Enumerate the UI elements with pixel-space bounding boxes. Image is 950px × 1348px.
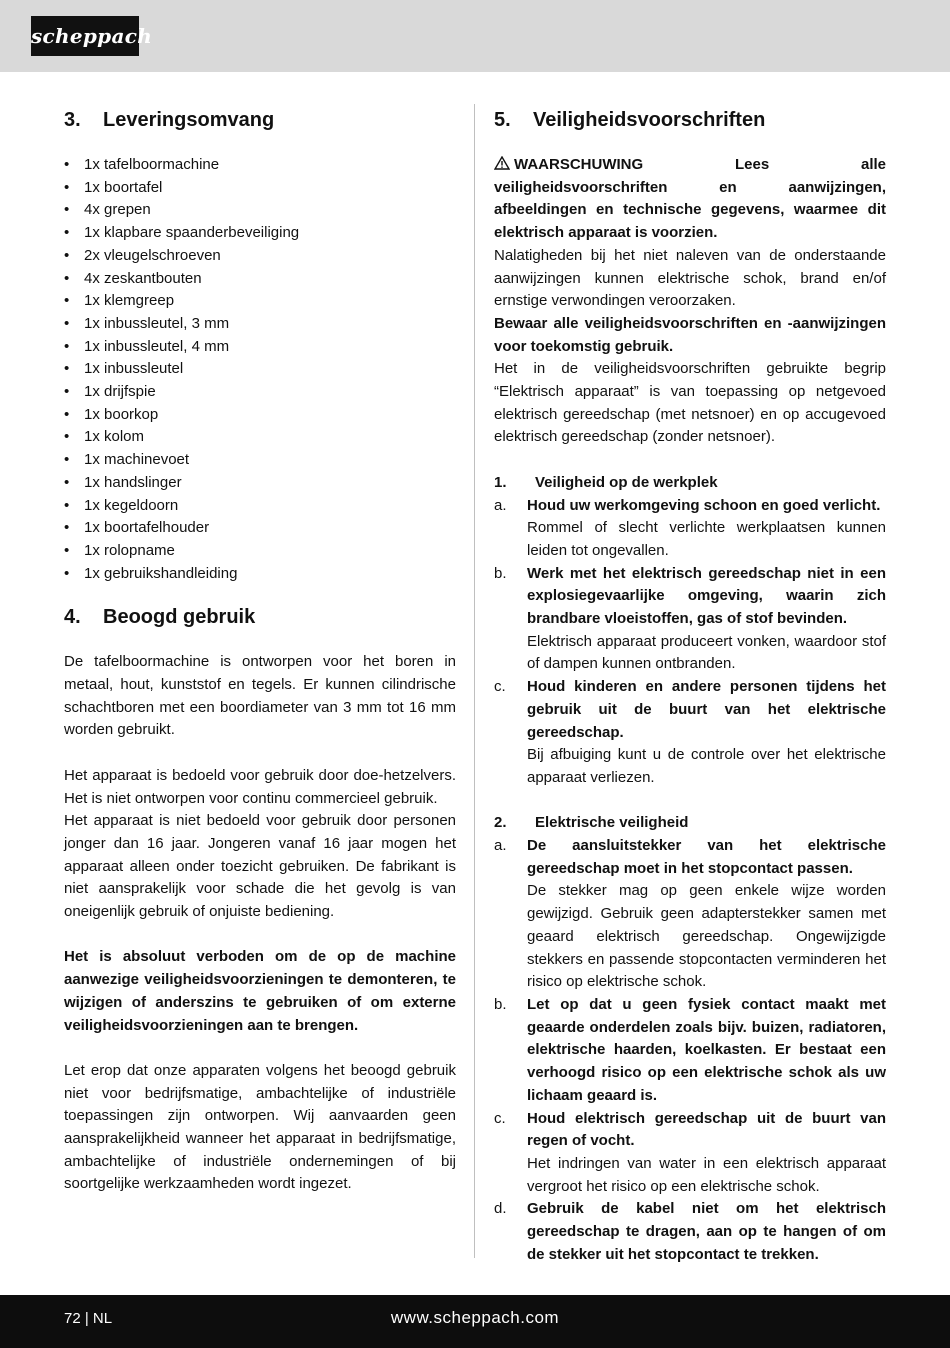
list-item: • 1x handslinger [64, 472, 456, 495]
commercial-use-paragraph: Let erop dat onze apparaten volgens het beoogd gebruik niet voor bedrijfsmatige, ambachtelijke of industriële toepassingen zijn ontworpen. Wij aanvaarden geen aansprakelijkheid wanneer het apparaat in bedrijfsmatige, ambachtelijke of industriële ondernemingen of bij soortgelijke werkzaamheden wordt ingezet. [64, 1061, 456, 1193]
list-item: • 1x kolom [64, 426, 456, 449]
subsection-2-heading: 2. Elektrische veiligheid [494, 814, 689, 832]
list-item: • 1x tafelboormachine [64, 154, 456, 177]
safety-item: d. Gebruik de kabel niet om het elektrisch gereedschap te dragen, aan op te hangen of om de stekker uit het stopcontact te trekken. [494, 1200, 886, 1263]
section-3-heading [64, 104, 456, 136]
intended-use-paragraph: De tafelboormachine is ontworpen voor het boren in metaal, hout, kunststof en tegels. Er kunnen cilindrische schachtboren met een boordiameter van 3 mm tot 16 mm worden gebruikt. [64, 653, 456, 739]
list-item: • 2x vleugelschroeven [64, 245, 456, 268]
list-item: • 1x klapbare spaanderbeveiliging [64, 222, 456, 245]
bullet-icon: • [64, 473, 70, 491]
section-4-heading [64, 601, 456, 633]
list-item: • 1x rolopname [64, 540, 456, 563]
bullet-icon: • [64, 360, 70, 378]
section-title: Leveringsomvang [103, 109, 275, 131]
diy-use-paragraph: Het apparaat is bedoeld voor gebruik door doe-hetzelvers. Het is niet ontworpen voor continu commercieel gebruik. [64, 766, 456, 807]
safety-item: a. Houd uw werkomgeving schoon en goed verlicht. Rommel of slecht verlichte werkplaatsen kunnen leiden tot ongevallen. [494, 496, 886, 559]
section-number: 5. [494, 109, 511, 131]
list-item: • 4x grepen [64, 199, 456, 222]
list-item: • 1x machinevoet [64, 449, 456, 472]
bullet-icon: • [64, 337, 70, 355]
prohibition-paragraph: Het is absoluut verboden om de op de machine aanwezige veiligheidsvoorzieningen te demonteren, te wijzigen of anderszins te gebruiken of om externe veiligheidsvoorzieningen aan te brengen. [64, 948, 456, 1034]
bullet-icon: • [64, 292, 70, 310]
bullet-icon: • [64, 383, 70, 401]
term-definition-text: Het in de veiligheidsvoorschriften gebruikte begrip “Elektrisch apparaat” is van toepassing op netgevoed elektrisch gereedschap (met netsnoer) en op accugevoed elektrisch gereedschap (zonder netsnoer). [494, 360, 886, 446]
section-title: Beoogd gebruik [103, 606, 256, 629]
bullet-icon: • [64, 269, 70, 287]
section-5-heading [494, 104, 886, 136]
list-item: • 1x gebruikshandleiding [64, 563, 456, 586]
safety-item: b. Let op dat u geen fysiek contact maakt met geaarde onderdelen zoals bijv. buizen, radiatoren, elektrische haarden, koelkasten. Er bestaat een verhoogd risico op een elektrische schok als uw lichaam geaard is. [494, 995, 886, 1104]
safety-item: a. De aansluitstekker van het elektrische gereedschap moet in het stopcontact passen. De stekker mag op geen enkele wijze worden gewijzigd. Gebruik geen adapterstekker samen met geaard elektrisch gereedschap. Ongewijzigde stekkers en passende stopcontacten verminderen het risico op elektrische schok. [494, 837, 886, 991]
safety-item: c. Houd elektrisch gereedschap uit de buurt van regen of vocht. Het indringen van water in een elektrisch apparaat vergroot het risico op een elektrische schok. [494, 1109, 886, 1195]
list-item: • 1x drijfspie [64, 381, 456, 404]
bullet-icon: • [64, 519, 70, 537]
warning-triangle-icon [494, 155, 510, 169]
list-item: • 1x klemgreep [64, 290, 456, 313]
section-number: 4. [64, 606, 81, 629]
keep-instructions-text: Bewaar alle veiligheidsvoorschriften en -aanwijzingen voor toekomstig gebruik. [494, 314, 886, 355]
list-item: • 4x zeskantbouten [64, 268, 456, 291]
list-item: • 1x inbussleutel, 3 mm [64, 313, 456, 336]
delivery-scope-list [64, 154, 456, 585]
list-item: • 1x kegeldoorn [64, 495, 456, 518]
page-header [0, 0, 950, 72]
bullet-icon: • [64, 156, 70, 173]
subsection-1-heading: 1. Veiligheid op de werkplek [494, 473, 718, 491]
safety-item: b. Werk met het elektrisch gereedschap niet in een explosiegevaarlijke omgeving, waarin zich brandbare vloeistoffen, gas of stof bevinden. Elektrisch apparaat produceert vonken, waardoor stof of dampen kunnen ontbranden. [494, 564, 886, 673]
warning-consequence-text: Nalatigheden bij het niet naleven van de onderstaande aanwijzingen kunnen elektrische schok, brand en/of ernstige verwondingen veroorzaken. [494, 246, 886, 310]
bullet-icon: • [64, 246, 70, 264]
list-item: • 1x inbussleutel, 4 mm [64, 336, 456, 359]
left-column [64, 104, 456, 1196]
bullet-icon: • [64, 224, 70, 242]
bullet-icon: • [64, 451, 70, 469]
column-divider [474, 104, 475, 1258]
bullet-icon: • [64, 201, 70, 219]
right-column [494, 104, 886, 1266]
list-item: • 1x boorkop [64, 404, 456, 427]
bullet-icon: • [64, 405, 70, 423]
section-title: Veiligheidsvoorschriften [533, 109, 766, 131]
bullet-icon: • [64, 541, 70, 559]
bullet-icon: • [64, 314, 70, 332]
age-limit-paragraph: Het apparaat is niet bedoeld voor gebruik door personen jonger dan 16 jaar. Jongeren vanaf 16 jaar mogen het apparaat alleen onder toezicht gebruiken. De fabrikant is niet aansprakelijk voor schade die het gevolg is van oneigenlijk gebruik of onjuiste bediening. [64, 812, 456, 921]
safety-item: c. Houd kinderen en andere personen tijdens het gebruik uit de buurt van het elektrische gereedschap. Bij afbuiging kunt u de controle over het elektrische apparaat verliezen. [494, 678, 886, 786]
list-item: • 1x boortafelhouder [64, 517, 456, 540]
scheppach-logo: scheppach [31, 16, 139, 56]
warning-paragraph: WAARSCHUWING Lees alle veiligheidsvoorschriften en aanwijzingen, afbeeldingen en technische gegevens, waarmee dit elektrisch apparaat is voorzien. [494, 156, 886, 242]
list-item: • 1x boortafel [64, 177, 456, 200]
bullet-icon: • [64, 178, 70, 196]
page-footer [0, 1295, 950, 1348]
section-number: 3. [64, 109, 81, 131]
page-number: 72 | NL [64, 1310, 113, 1327]
bullet-icon: • [64, 428, 70, 446]
website-link[interactable]: www.scheppach.com [390, 1308, 560, 1327]
list-item: • 1x inbussleutel [64, 358, 456, 381]
bullet-icon: • [64, 564, 70, 582]
bullet-icon: • [64, 496, 70, 514]
